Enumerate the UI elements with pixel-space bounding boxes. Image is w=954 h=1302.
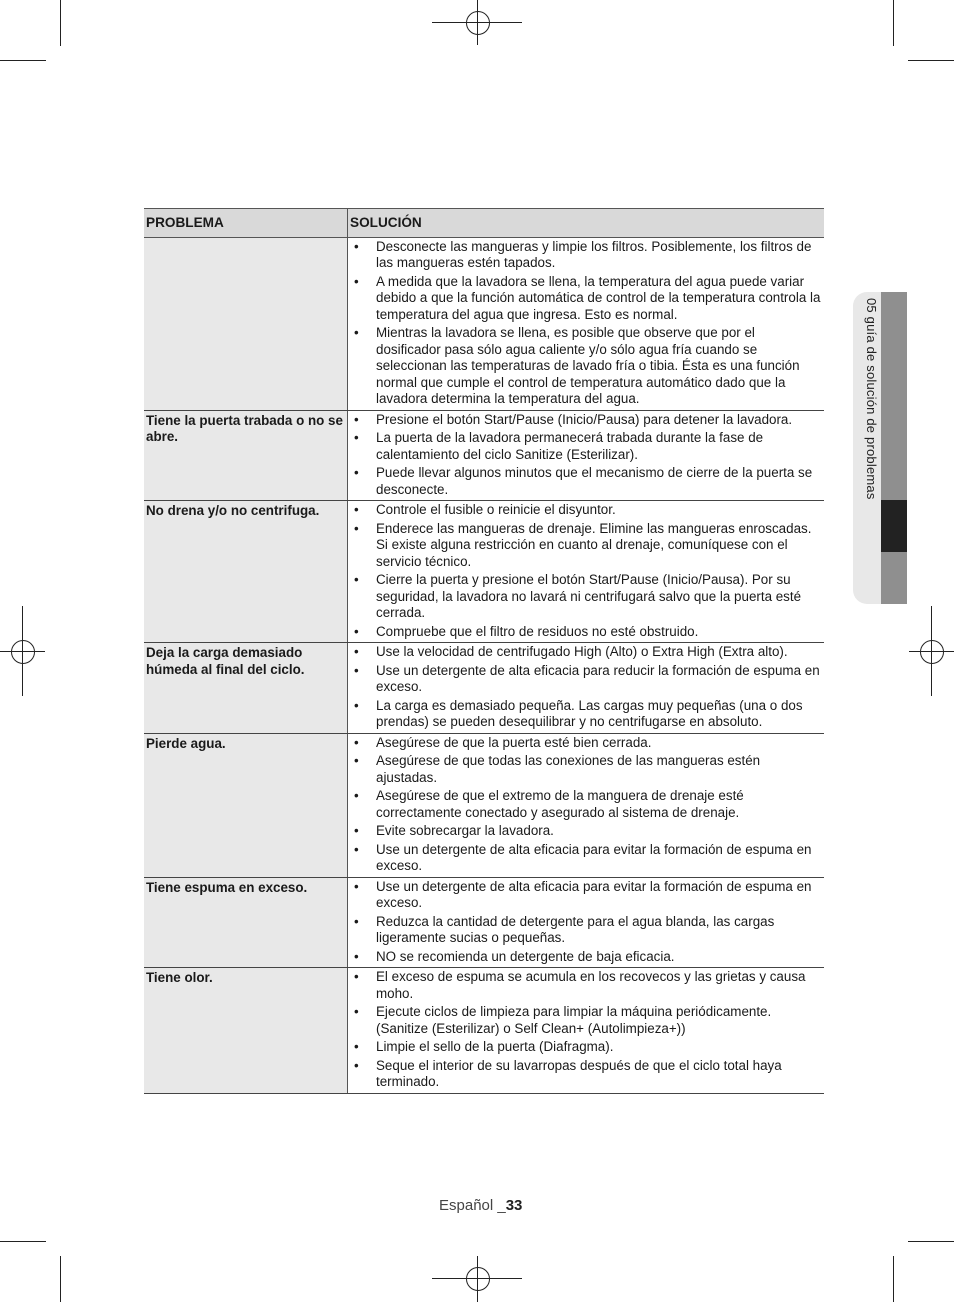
chapter-side-tab: [853, 292, 907, 604]
page-number: 33: [505, 1197, 523, 1214]
solution-item: • Use un detergente de alta eficacia para evitar la formación de espuma en exceso.: [352, 879, 822, 912]
solution-item: • Asegúrese de que el extremo de la manguera de drenaje esté correctamente conectado y asegurado al sistema de drenaje.: [352, 788, 822, 821]
solution-list: [352, 644, 822, 731]
table-row: [144, 877, 824, 968]
solution-item: • Mientras la lavadora se llena, es posible que observe que por el dosificador pasa sólo agua caliente y/o sólo agua fría cuando se seleccionan las temperaturas de lavado fría o tibia. Ésta es una función normal que cumple el control de temperatura automático dado que la lavadora determina la temperatura del agua.: [352, 325, 822, 408]
solution-item: • Enderece las mangueras de drenaje. Elimine las mangueras enroscadas. Si existe alguna restricción en cuanto al drenaje, comuníquese con el servicio técnico.: [352, 521, 822, 571]
problem-cell: Pierde agua.: [144, 733, 348, 877]
solution-cell: [348, 877, 825, 968]
table-row: [144, 410, 824, 501]
solution-item: • Evite sobrecargar la lavadora.: [352, 823, 822, 840]
solution-cell: [348, 410, 825, 501]
solution-item: • Ejecute ciclos de limpieza para limpiar la máquina periódicamente. (Sanitize (Esterilizar) o Self Clean+ (Autolimpieza+)): [352, 1004, 822, 1037]
table-row: [144, 237, 824, 410]
solution-cell: [348, 237, 825, 410]
solution-item: • Asegúrese de que la puerta esté bien cerrada.: [352, 735, 822, 752]
solution-item: • El exceso de espuma se acumula en los recovecos y las grietas y causa moho.: [352, 969, 822, 1002]
solution-list: [352, 879, 822, 966]
problem-cell: No drena y/o no centrifuga.: [144, 501, 348, 643]
solution-item: • Limpie el sello de la puerta (Diafragma).: [352, 1039, 822, 1056]
table-body: [144, 237, 824, 1093]
header-solution: SOLUCIÓN: [348, 209, 825, 238]
page-footer: [439, 1197, 522, 1214]
side-tab-indicator: [881, 500, 907, 552]
solution-item: • Presione el botón Start/Pause (Inicio/Pausa) para detener la lavadora.: [352, 412, 822, 429]
table-row: [144, 968, 824, 1094]
table-row: [144, 643, 824, 734]
table-row: [144, 501, 824, 643]
footer-language: Español _: [439, 1197, 506, 1214]
solution-cell: [348, 968, 825, 1094]
side-tab-label: 05 guía de solución de problemas: [864, 298, 879, 500]
side-tab-strip: [881, 292, 907, 604]
solution-list: [352, 412, 822, 499]
table-header-row: [144, 209, 824, 238]
solution-item: • Asegúrese de que todas las conexiones de las mangueras estén ajustadas.: [352, 753, 822, 786]
solution-cell: [348, 501, 825, 643]
solution-item: • Controle el fusible o reinicie el disyuntor.: [352, 502, 822, 519]
solution-cell: [348, 643, 825, 734]
header-problem: PROBLEMA: [144, 209, 348, 238]
solution-item: • Puede llevar algunos minutos que el mecanismo de cierre de la puerta se desconecte.: [352, 465, 822, 498]
solution-list: [352, 239, 822, 408]
solution-list: [352, 502, 822, 640]
solution-list: [352, 969, 822, 1091]
solution-item: • La carga es demasiado pequeña. Las cargas muy pequeñas (una o dos prendas) se pueden desequilibrar y no centrifugarse en absoluto.: [352, 698, 822, 731]
solution-item: • Desconecte las mangueras y limpie los filtros. Posiblemente, los filtros de las mangueras estén tapados.: [352, 239, 822, 272]
solution-item: • Compruebe que el filtro de residuos no esté obstruido.: [352, 624, 822, 641]
solution-item: • La puerta de la lavadora permanecerá trabada durante la fase de calentamiento del ciclo Sanitize (Esterilizar).: [352, 430, 822, 463]
problem-cell: Deja la carga demasiado húmeda al final del ciclo.: [144, 643, 348, 734]
solution-item: • Reduzca la cantidad de detergente para el agua blanda, las cargas ligeramente sucias o pequeñas.: [352, 914, 822, 947]
solution-list: [352, 735, 822, 875]
solution-item: • Use un detergente de alta eficacia para reducir la formación de espuma en exceso.: [352, 663, 822, 696]
problem-cell: [144, 237, 348, 410]
solution-cell: [348, 733, 825, 877]
problem-cell: Tiene la puerta trabada o no se abre.: [144, 410, 348, 501]
problem-cell: Tiene espuma en exceso.: [144, 877, 348, 968]
solution-item: • Use un detergente de alta eficacia para evitar la formación de espuma en exceso.: [352, 842, 822, 875]
problem-cell: Tiene olor.: [144, 968, 348, 1094]
troubleshooting-table: [144, 208, 824, 1094]
solution-item: • Cierre la puerta y presione el botón Start/Pause (Inicio/Pausa). Por su seguridad, la lavadora no lavará ni centrifugará salvo que la puerta esté cerrada.: [352, 572, 822, 622]
solution-item: • Seque el interior de su lavarropas después de que el ciclo total haya terminado.: [352, 1058, 822, 1091]
table-row: [144, 733, 824, 877]
solution-item: • NO se recomienda un detergente de baja eficacia.: [352, 949, 822, 966]
solution-item: • A medida que la lavadora se llena, la temperatura del agua puede variar debido a que la función automática de control de la temperatura controla la temperatura del agua que ingresa. Esto es normal.: [352, 274, 822, 324]
solution-item: • Use la velocidad de centrifugado High (Alto) o Extra High (Extra alto).: [352, 644, 822, 661]
